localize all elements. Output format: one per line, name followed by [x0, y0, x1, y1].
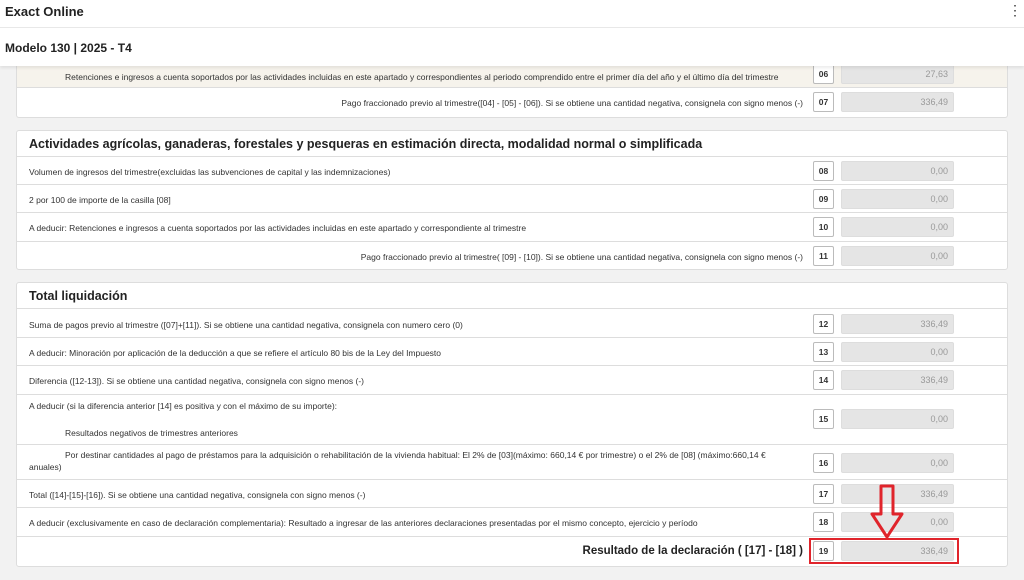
amount-field[interactable]: 336,49: [841, 92, 954, 112]
box-number: 10: [813, 217, 834, 237]
form-row-11: [17, 242, 1007, 269]
amount-field[interactable]: 0,00: [841, 409, 954, 429]
card-actividades-economicas: [16, 66, 1008, 118]
form-row-07: [17, 88, 1007, 116]
box-number: 11: [813, 246, 834, 266]
section-title: Total liquidación: [17, 283, 1007, 309]
box-number: 18: [813, 512, 834, 532]
form-row-17: [17, 480, 1007, 508]
result-highlight-box: [809, 538, 959, 564]
row-label: Retenciones e ingresos a cuenta soportados por las actividades incluidas en este apartado y correspondientes al periodo comprendido entre el primer día del año y el último día del trimestre: [65, 72, 779, 82]
box-number: 09: [813, 189, 834, 209]
form-row-15: [17, 395, 1007, 445]
section-title: Actividades agrícolas, ganaderas, forestales y pesqueras en estimación directa, modalidad normal o simplificada: [17, 131, 1007, 157]
amount-field[interactable]: 0,00: [841, 246, 954, 266]
row-label: Por destinar cantidades al pago de préstamos para la adquisición o rehabilitación de la vivienda habitual: El 2% de [03](máximo: 660,14 € por trimestre) o el 2% de [08] (máximo:660,14 €: [65, 450, 766, 460]
amount-field[interactable]: 0,00: [841, 342, 954, 362]
form-content: [0, 66, 1024, 580]
row-label: A deducir: Minoración por aplicación de la deducción a que se refiere el artículo 80 bis de la Ley del Impuesto: [29, 348, 442, 358]
box-number: 08: [813, 161, 834, 181]
amount-field[interactable]: 0,00: [841, 453, 954, 473]
form-row-10: [17, 213, 1007, 242]
amount-field[interactable]: 0,00: [841, 217, 954, 237]
form-row-14: [17, 366, 1007, 395]
app-title: Exact Online: [5, 4, 84, 19]
row-label: Pago fraccionado previo al trimestre( [09] - [10]). Si se obtiene una cantidad negativa, consignela con signo menos (-): [360, 252, 803, 262]
box-number: 12: [813, 314, 834, 334]
row-sublabel: Resultados negativos de trimestres anteriores: [65, 428, 238, 438]
row-label-continued: anuales): [29, 462, 62, 472]
card-actividades-agricolas: [16, 130, 1008, 270]
row-label: A deducir: Retenciones e ingresos a cuenta soportados por las actividades incluidas en este apartado y correspondiente al trimestre: [29, 223, 527, 233]
amount-field[interactable]: 0,00: [841, 512, 954, 532]
page-header: [0, 28, 1024, 66]
row-label: Total ([14]-[15]-[16]). Si se obtiene una cantidad negativa, consignela con signo menos (-): [29, 490, 366, 500]
box-number: 19: [813, 541, 834, 561]
page-title: Modelo 130 | 2025 - T4: [5, 41, 132, 55]
box-number: 06: [813, 66, 834, 84]
box-number: 14: [813, 370, 834, 390]
box-number: 13: [813, 342, 834, 362]
amount-field[interactable]: 0,00: [841, 189, 954, 209]
form-row-16: [17, 445, 1007, 480]
row-label: Suma de pagos previo al trimestre ([07]+[11]). Si se obtiene una cantidad negativa, consignela con numero cero (0): [29, 320, 463, 330]
form-row-09: [17, 185, 1007, 213]
more-menu-icon[interactable]: ⋮: [1008, 2, 1022, 18]
amount-field[interactable]: 336,49: [841, 484, 954, 504]
amount-field[interactable]: 336,49: [841, 370, 954, 390]
amount-field[interactable]: 0,00: [841, 161, 954, 181]
amount-field[interactable]: 336,49: [841, 314, 954, 334]
result-amount-field[interactable]: 336,49: [841, 541, 954, 561]
box-number: 07: [813, 92, 834, 112]
row-label: 2 por 100 de importe de la casilla [08]: [29, 195, 171, 205]
row-label: A deducir (si la diferencia anterior [14] es positiva y con el máximo de su importe):: [29, 401, 338, 411]
result-label: Resultado de la declaración ( [17] - [18] ): [582, 545, 803, 557]
form-row-13: [17, 338, 1007, 366]
row-label: Volumen de ingresos del trimestre(excluidas las subvenciones de capital y las indemnizaciones): [29, 167, 391, 177]
form-row-08: [17, 157, 1007, 185]
form-row-12: [17, 309, 1007, 338]
app-titlebar: [0, 0, 1024, 28]
card-total-liquidacion: [16, 282, 1008, 567]
form-row-06: [17, 66, 1007, 88]
down-arrow-outline-icon: [870, 484, 904, 540]
row-label: Pago fraccionado previo al trimestre([04] - [05] - [06]). Si se obtiene una cantidad negativa, consignela con signo menos (-): [341, 98, 803, 108]
box-number: 15: [813, 409, 834, 429]
amount-field[interactable]: 27,63: [841, 66, 954, 84]
row-label: A deducir (exclusivamente en caso de declaración complementaria): Resultado a ingresar de las anteriores declaraciones presentadas por el mismo concepto, ejercicio y período: [29, 518, 698, 528]
form-row-18: [17, 508, 1007, 537]
box-number: 16: [813, 453, 834, 473]
box-number: 17: [813, 484, 834, 504]
row-label: Diferencia ([12-13]). Si se obtiene una cantidad negativa, consignela con signo menos (-): [29, 376, 364, 386]
